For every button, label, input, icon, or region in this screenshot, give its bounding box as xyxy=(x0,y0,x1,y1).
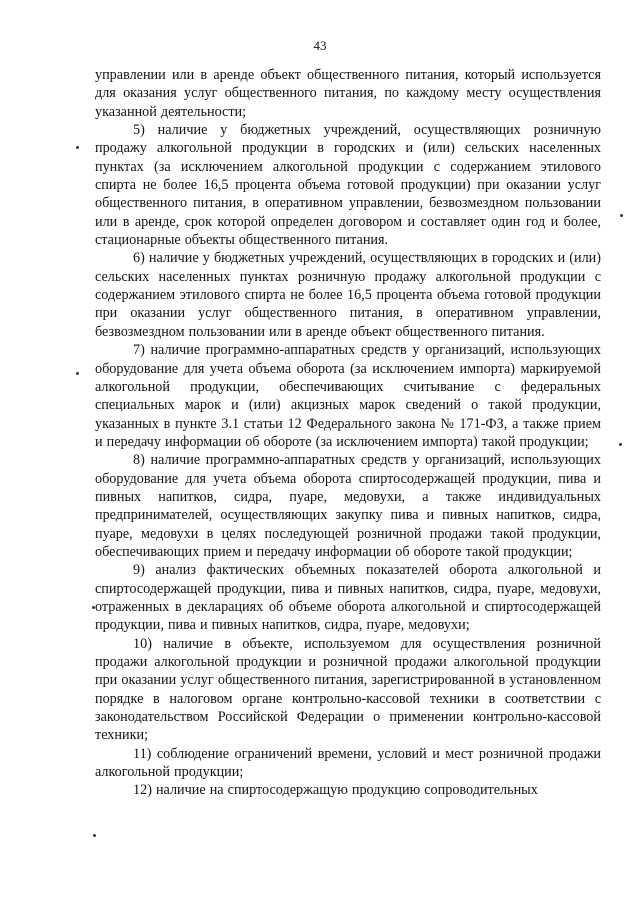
paragraph-continuation: управлении или в аренде объект общественного питания, который используется для оказания услуг общественного питания, по каждому месту осуществления указанной деятельности; xyxy=(95,67,601,120)
scan-speck xyxy=(76,372,79,375)
paragraph-item-8: 8) наличие программно-аппаратных средств у организаций, использующих оборудование для учета объема оборота спиртосодержащей продукции, пива и пивных напитков, сидра, пуаре, медовухи, а также индивидуальных предпринимателей, осуществляющих закупку пива и пивных напитков, сидра, пуаре, медовухи в целях последующей розничной продажи такой продукции, обеспечивающих прием и передачу информации об обороте такой продукции; xyxy=(95,452,601,560)
scan-speck xyxy=(92,606,95,609)
paragraph-item-11: 11) соблюдение ограничений времени, условий и мест розничной продажи алкогольной продукции; xyxy=(95,745,601,781)
document-body xyxy=(95,66,601,800)
scan-speck xyxy=(76,146,79,149)
paragraph-item-12: 12) наличие на спиртосодержащую продукцию сопроводительных xyxy=(133,782,538,799)
paragraph-item-9: 9) анализ фактических объемных показателей оборота алкогольной и спиртосодержащей продукции, пива и пивных напитков, сидра, пуаре, медовухи, отраженных в декларациях об объеме оборота алкогольной и спиртосодержащей продукции, пива и пивных напитков, сидра, пуаре, медовухи; xyxy=(95,562,601,634)
scan-speck xyxy=(619,443,622,446)
paragraph-item-5: 5) наличие у бюджетных учреждений, осуществляющих розничную продажу алкогольной продукции в городских и (или) сельских населенных пунктах (за исключением алкогольной продукции с содержанием этилового спирта не более 16,5 процента объема готовой продукции) при оказании услуг общественного питания, в оперативном управлении, безвозмездном пользовании или в аренде, срок которой определен договором и составляет один год и более, стационарные объекты общественного питания. xyxy=(95,122,601,249)
scan-speck xyxy=(620,214,623,217)
scan-speck xyxy=(93,834,96,837)
paragraph-item-7: 7) наличие программно-аппаратных средств у организаций, использующих оборудование для учета объема оборота (за исключением импорта) маркируемой алкогольной продукции, обеспечивающих считывание с федеральных специальных марок и (или) акцизных марок сведений о такой продукции, указанных в пункте 3.1 статьи 12 Федерального закона № 171-ФЗ, а также прием и передачу информации об обороте (за исключением импорта) такой продукции; xyxy=(95,342,601,450)
paragraph-item-10: 10) наличие в объекте, используемом для осуществления розничной продажи алкогольной продукции и розничной продажи алкогольной продукции при оказании услуг общественного питания, зарегистрированной в установленном порядке в налоговом органе контрольно-кассовой техники в соответствии с законодательством Российской Федерации о применении контрольно-кассовой техники; xyxy=(95,635,601,744)
page-number: 43 xyxy=(313,38,327,53)
paragraph-item-6: 6) наличие у бюджетных учреждений, осуществляющих в городских и (или) сельских населенных пунктах розничную продажу алкогольной продукции с содержанием этилового спирта не более 16,5 процента объема готовой продукции при оказании услуг общественного питания, в оперативном управлении, безвозмездном пользовании или в аренде объект общественного питания. xyxy=(95,250,601,340)
